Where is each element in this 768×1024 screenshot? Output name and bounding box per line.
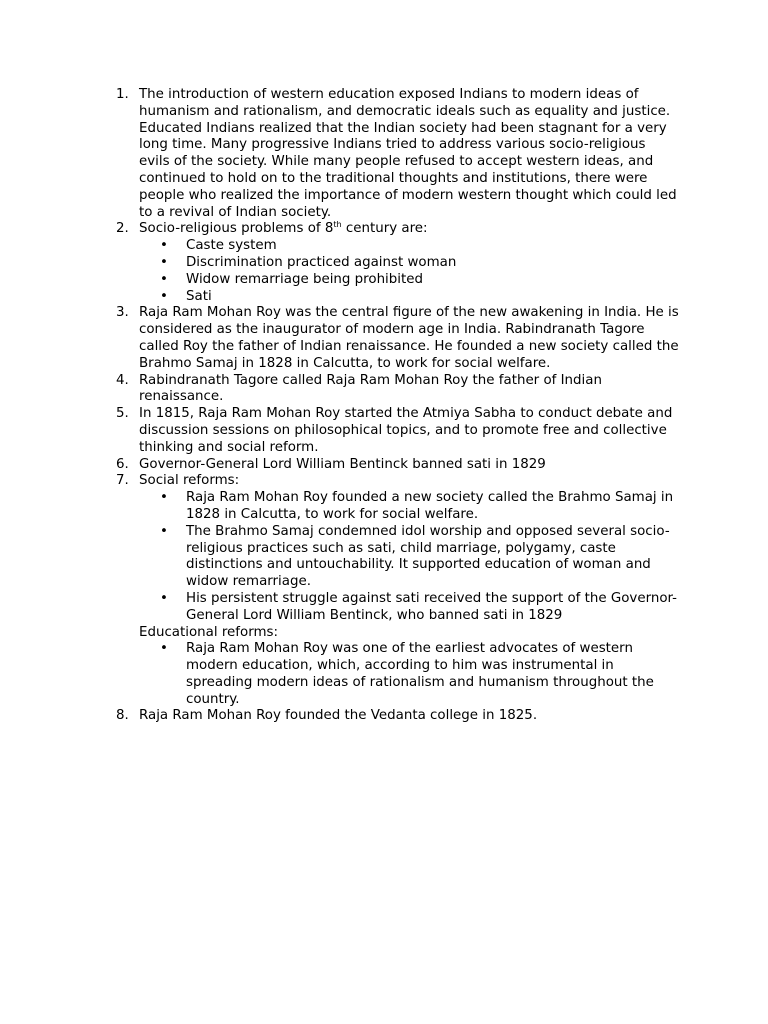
bullet-item bbox=[139, 490, 679, 524]
list-item-3 bbox=[0, 305, 679, 372]
bullet-item bbox=[139, 255, 679, 272]
item-text: In 1815, Raja Ram Mohan Roy started the Atmiya Sabha to conduct debate and discussion sessions on philosophical topics, and to promote free and collective thinking and social reform. bbox=[139, 406, 673, 455]
item-text: Governor-General Lord William Bentinck banned sati in 1829 bbox=[139, 456, 546, 472]
bullet-item bbox=[139, 272, 679, 289]
item-number: 2. bbox=[116, 221, 129, 237]
item-number: 6. bbox=[116, 456, 129, 472]
list-item-4 bbox=[0, 373, 679, 407]
item-number: 5. bbox=[116, 406, 129, 422]
bullet-text: The Brahmo Samaj condemned idol worship and opposed several socio-religious practices such as sati, child marriage, polygamy, caste distinctions and untouchability. It supported education of woman and widow remarriage. bbox=[186, 523, 670, 590]
bullet-text: Sati bbox=[186, 288, 212, 304]
item-number: 8. bbox=[116, 708, 129, 724]
item-text-after: century are: bbox=[341, 221, 428, 237]
bullet-text: Raja Ram Mohan Roy was one of the earliest advocates of western modern education, which, according to him was instrumental in spreading modern ideas of rationalism and humanism throughout the country. bbox=[186, 641, 654, 707]
bullet-list bbox=[139, 641, 679, 708]
list-item-8 bbox=[0, 708, 679, 725]
item-text: The introduction of western education exposed Indians to modern ideas of humanism and rationalism, and democratic ideals such as equality and justice. Educated Indians realized that the Indian society had been stagnant for a very long time. Many progressive Indians tried to address various socio-religious evils of the society. While many people refused to accept western ideas, and continued to hold on to the traditional thoughts and institutions, there were people who realized the importance of modern western thought which could led to a revival of Indian society. bbox=[139, 87, 677, 220]
item-text: Rabindranath Tagore called Raja Ram Mohan Roy the father of Indian renaissance. bbox=[139, 372, 602, 405]
item-text: Raja Ram Mohan Roy founded the Vedanta college in 1825. bbox=[139, 708, 538, 724]
item-text bbox=[139, 221, 679, 238]
list-item-7 bbox=[0, 473, 679, 708]
item-subheading: Educational reforms: bbox=[139, 624, 279, 640]
bullet-text: Discrimination practiced against woman bbox=[186, 254, 457, 270]
list-item-1 bbox=[0, 87, 679, 221]
item-number: 3. bbox=[116, 305, 129, 321]
bullet-list bbox=[139, 490, 679, 624]
superscript: th bbox=[333, 220, 342, 230]
bullet-icon: • bbox=[160, 271, 168, 287]
bullet-item bbox=[139, 641, 679, 708]
bullet-text: Caste system bbox=[186, 238, 277, 254]
bullet-text: Widow remarriage being prohibited bbox=[186, 271, 423, 287]
item-heading: Social reforms: bbox=[139, 473, 240, 489]
bullet-item bbox=[139, 591, 679, 625]
bullet-icon: • bbox=[160, 523, 168, 539]
bullet-icon: • bbox=[160, 641, 168, 657]
list-item-2 bbox=[0, 221, 679, 305]
bullet-text: His persistent struggle against sati received the support of the Governor-General Lord William Bentinck, who banned sati in 1829 bbox=[186, 590, 678, 623]
bullet-icon: • bbox=[160, 288, 168, 304]
bullet-item bbox=[139, 289, 679, 306]
item-number: 4. bbox=[116, 372, 129, 388]
list-item-6 bbox=[0, 457, 679, 474]
bullet-item bbox=[139, 524, 679, 591]
document-page bbox=[0, 87, 768, 725]
bullet-item bbox=[139, 238, 679, 255]
bullet-icon: • bbox=[160, 490, 168, 506]
bullet-icon: • bbox=[160, 254, 168, 270]
item-number: 7. bbox=[116, 473, 129, 489]
list-item-5 bbox=[0, 406, 679, 456]
bullet-icon: • bbox=[160, 238, 168, 254]
item-text: Raja Ram Mohan Roy was the central figure of the new awakening in India. He is considered as the inaugurator of modern age in India. Rabindranath Tagore called Roy the father of Indian renaissance. He founded a new society called the Brahmo Samaj in 1828 in Calcutta, to work for social welfare. bbox=[139, 305, 679, 371]
item-number: 1. bbox=[116, 87, 129, 102]
bullet-list bbox=[139, 238, 679, 305]
bullet-icon: • bbox=[160, 590, 168, 606]
item-text-before: Socio-religious problems of 8 bbox=[139, 221, 334, 237]
bullet-text: Raja Ram Mohan Roy founded a new society called the Brahmo Samaj in 1828 in Calcutta, to work for social welfare. bbox=[186, 490, 674, 522]
